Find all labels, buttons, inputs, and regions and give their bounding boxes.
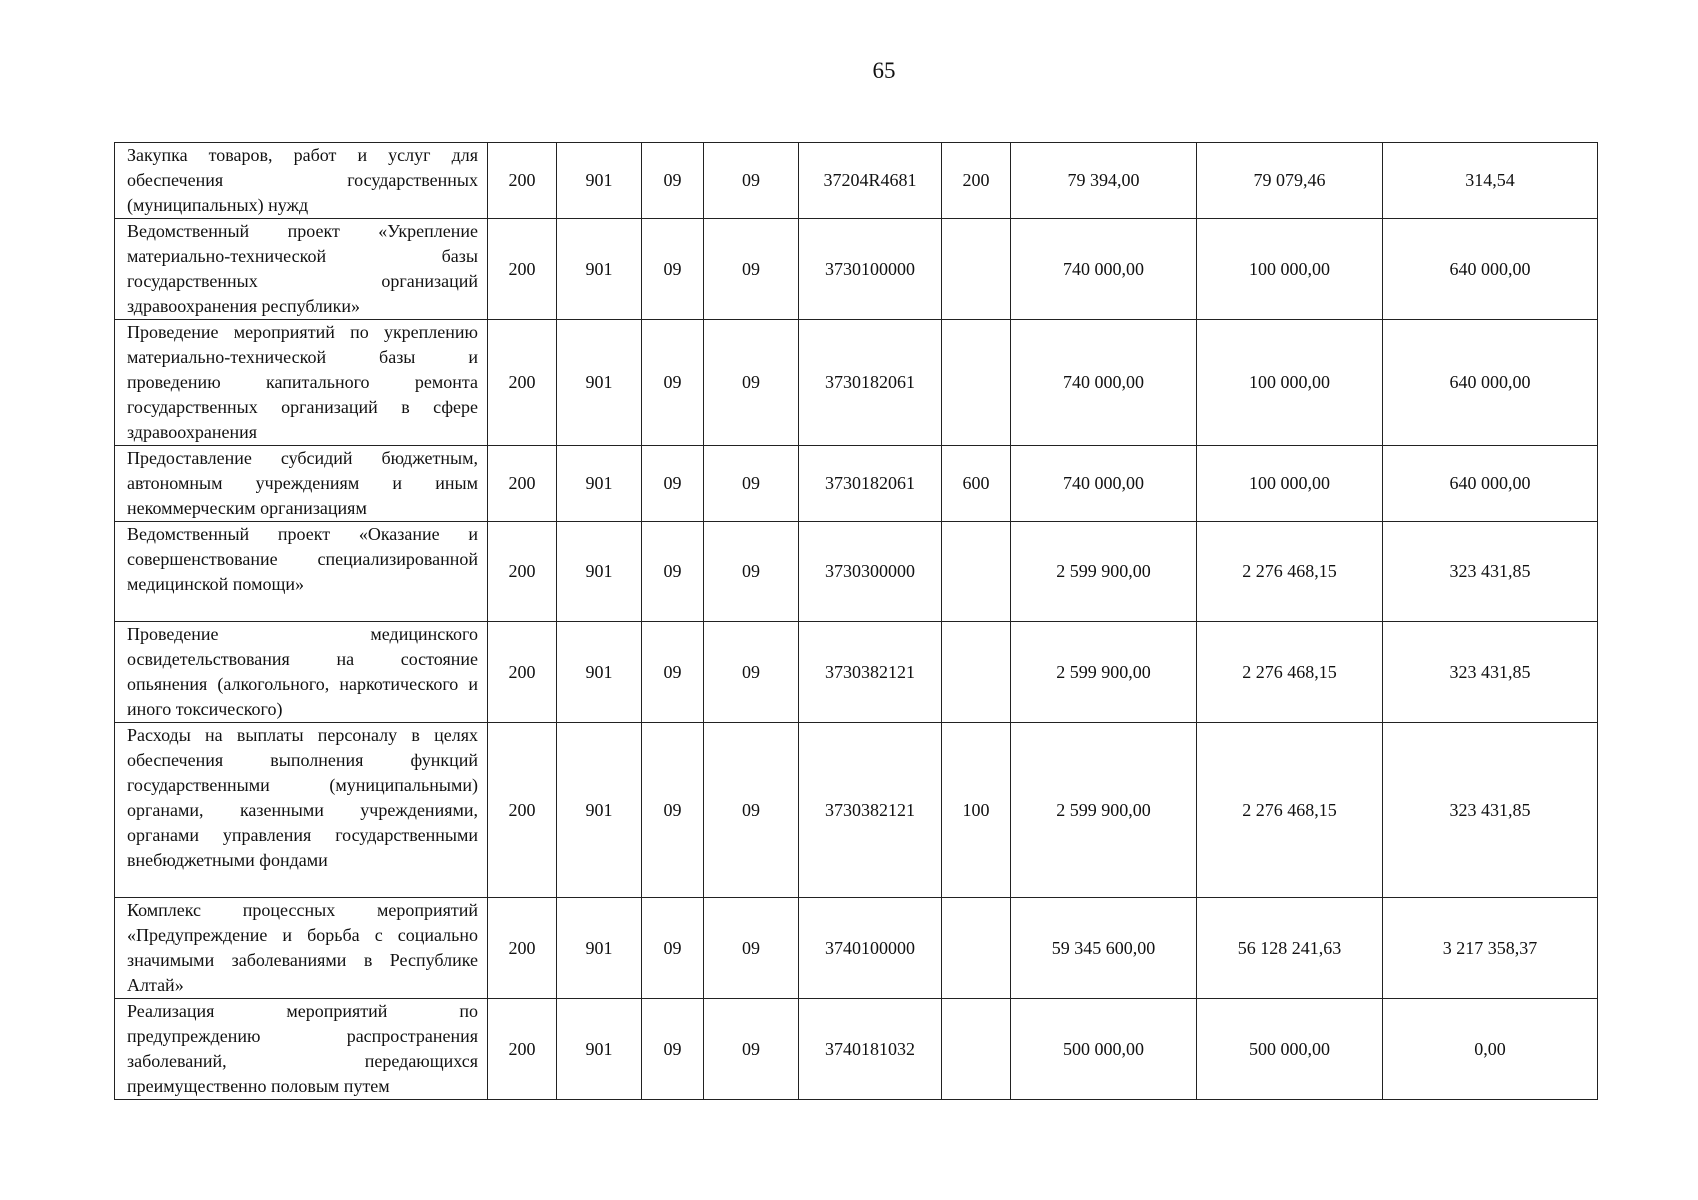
cell-section: 09 — [642, 320, 704, 446]
cell-amount-executed: 56 128 241,63 — [1197, 898, 1383, 999]
cell-amount-remaining: 640 000,00 — [1383, 219, 1598, 320]
cell-expense-type — [942, 898, 1011, 999]
cell-code: 200 — [488, 622, 557, 723]
cell-code: 200 — [488, 143, 557, 219]
cell-amount-planned: 500 000,00 — [1011, 999, 1197, 1100]
table-row — [115, 723, 1598, 898]
cell-amount-executed: 100 000,00 — [1197, 320, 1383, 446]
cell-expense-type — [942, 622, 1011, 723]
cell-ministry: 901 — [557, 143, 642, 219]
cell-amount-executed: 500 000,00 — [1197, 999, 1383, 1100]
page-number: 65 — [872, 58, 896, 83]
cell-amount-planned: 2 599 900,00 — [1011, 522, 1197, 622]
cell-section: 09 — [642, 999, 704, 1100]
cell-subsection: 09 — [704, 999, 799, 1100]
cell-amount-remaining: 314,54 — [1383, 143, 1598, 219]
cell-ministry: 901 — [557, 898, 642, 999]
cell-amount-planned: 740 000,00 — [1011, 320, 1197, 446]
table-row — [115, 320, 1598, 446]
cell-code: 200 — [488, 522, 557, 622]
cell-amount-planned: 2 599 900,00 — [1011, 622, 1197, 723]
table-row — [115, 622, 1598, 723]
cell-code: 200 — [488, 219, 557, 320]
cell-amount-remaining: 0,00 — [1383, 999, 1598, 1100]
cell-expense-type: 600 — [942, 446, 1011, 522]
cell-amount-executed: 100 000,00 — [1197, 219, 1383, 320]
cell-amount-remaining: 640 000,00 — [1383, 320, 1598, 446]
cell-ministry: 901 — [557, 723, 642, 898]
cell-ministry: 901 — [557, 446, 642, 522]
cell-code: 200 — [488, 898, 557, 999]
cell-amount-planned: 2 599 900,00 — [1011, 723, 1197, 898]
cell-amount-planned: 59 345 600,00 — [1011, 898, 1197, 999]
cell-target-article: 3730300000 — [799, 522, 942, 622]
cell-expense-type: 100 — [942, 723, 1011, 898]
budget-table — [114, 142, 1598, 1100]
cell-section: 09 — [642, 143, 704, 219]
cell-target-article: 3730382121 — [799, 622, 942, 723]
cell-target-article: 3730182061 — [799, 320, 942, 446]
cell-code: 200 — [488, 446, 557, 522]
cell-amount-planned: 79 394,00 — [1011, 143, 1197, 219]
cell-ministry: 901 — [557, 522, 642, 622]
cell-target-article: 3730100000 — [799, 219, 942, 320]
table-row — [115, 999, 1598, 1100]
cell-subsection: 09 — [704, 320, 799, 446]
cell-expense-type — [942, 219, 1011, 320]
cell-amount-remaining: 323 431,85 — [1383, 622, 1598, 723]
cell-amount-remaining: 3 217 358,37 — [1383, 898, 1598, 999]
cell-expense-type: 200 — [942, 143, 1011, 219]
cell-target-article: 3730182061 — [799, 446, 942, 522]
row-description: Проведение медицинского освидетельствования на состояние опьянения (алкогольного, наркотического и иного токсического) — [115, 622, 488, 723]
cell-subsection: 09 — [704, 898, 799, 999]
cell-subsection: 09 — [704, 723, 799, 898]
row-description: Ведомственный проект «Оказание и совершенствование специализированной медицинской помощи» — [115, 522, 488, 622]
row-description: Закупка товаров, работ и услуг для обеспечения государственных (муниципальных) нужд — [115, 143, 488, 219]
cell-section: 09 — [642, 446, 704, 522]
cell-target-article: 37204R4681 — [799, 143, 942, 219]
cell-ministry: 901 — [557, 622, 642, 723]
cell-code: 200 — [488, 320, 557, 446]
cell-subsection: 09 — [704, 522, 799, 622]
row-description: Комплекс процессных мероприятий «Предупреждение и борьба с социально значимыми заболеваниями в Республике Алтай» — [115, 898, 488, 999]
cell-section: 09 — [642, 522, 704, 622]
cell-code: 200 — [488, 999, 557, 1100]
cell-amount-planned: 740 000,00 — [1011, 446, 1197, 522]
cell-ministry: 901 — [557, 999, 642, 1100]
cell-amount-remaining: 323 431,85 — [1383, 723, 1598, 898]
cell-subsection: 09 — [704, 446, 799, 522]
table-row — [115, 219, 1598, 320]
cell-amount-executed: 100 000,00 — [1197, 446, 1383, 522]
cell-subsection: 09 — [704, 143, 799, 219]
cell-section: 09 — [642, 898, 704, 999]
table-row — [115, 522, 1598, 622]
cell-amount-remaining: 640 000,00 — [1383, 446, 1598, 522]
cell-amount-planned: 740 000,00 — [1011, 219, 1197, 320]
table-row — [115, 446, 1598, 522]
cell-amount-executed: 2 276 468,15 — [1197, 723, 1383, 898]
cell-section: 09 — [642, 219, 704, 320]
table-row — [115, 143, 1598, 219]
cell-section: 09 — [642, 723, 704, 898]
cell-section: 09 — [642, 622, 704, 723]
cell-target-article: 3740100000 — [799, 898, 942, 999]
cell-amount-executed: 2 276 468,15 — [1197, 522, 1383, 622]
cell-subsection: 09 — [704, 219, 799, 320]
cell-ministry: 901 — [557, 320, 642, 446]
cell-expense-type — [942, 320, 1011, 446]
cell-expense-type — [942, 522, 1011, 622]
cell-code: 200 — [488, 723, 557, 898]
cell-subsection: 09 — [704, 622, 799, 723]
cell-ministry: 901 — [557, 219, 642, 320]
cell-amount-remaining: 323 431,85 — [1383, 522, 1598, 622]
row-description: Реализация мероприятий по предупреждению распространения заболеваний, передающихся преимущественно половым путем — [115, 999, 488, 1100]
cell-amount-executed: 2 276 468,15 — [1197, 622, 1383, 723]
row-description: Ведомственный проект «Укрепление материально-технической базы государственных организаций здравоохранения республики» — [115, 219, 488, 320]
row-description: Проведение мероприятий по укреплению материально-технической базы и проведению капитального ремонта государственных организаций в сфере здравоохранения — [115, 320, 488, 446]
cell-target-article: 3740181032 — [799, 999, 942, 1100]
cell-amount-executed: 79 079,46 — [1197, 143, 1383, 219]
row-description: Предоставление субсидий бюджетным, автономным учреждениям и иным некоммерческим организациям — [115, 446, 488, 522]
table-row — [115, 898, 1598, 999]
cell-expense-type — [942, 999, 1011, 1100]
cell-target-article: 3730382121 — [799, 723, 942, 898]
row-description: Расходы на выплаты персоналу в целях обеспечения выполнения функций государственными (муниципальными) органами, казенными учреждениями, органами управления государственными внебюджетными фондами — [115, 723, 488, 898]
